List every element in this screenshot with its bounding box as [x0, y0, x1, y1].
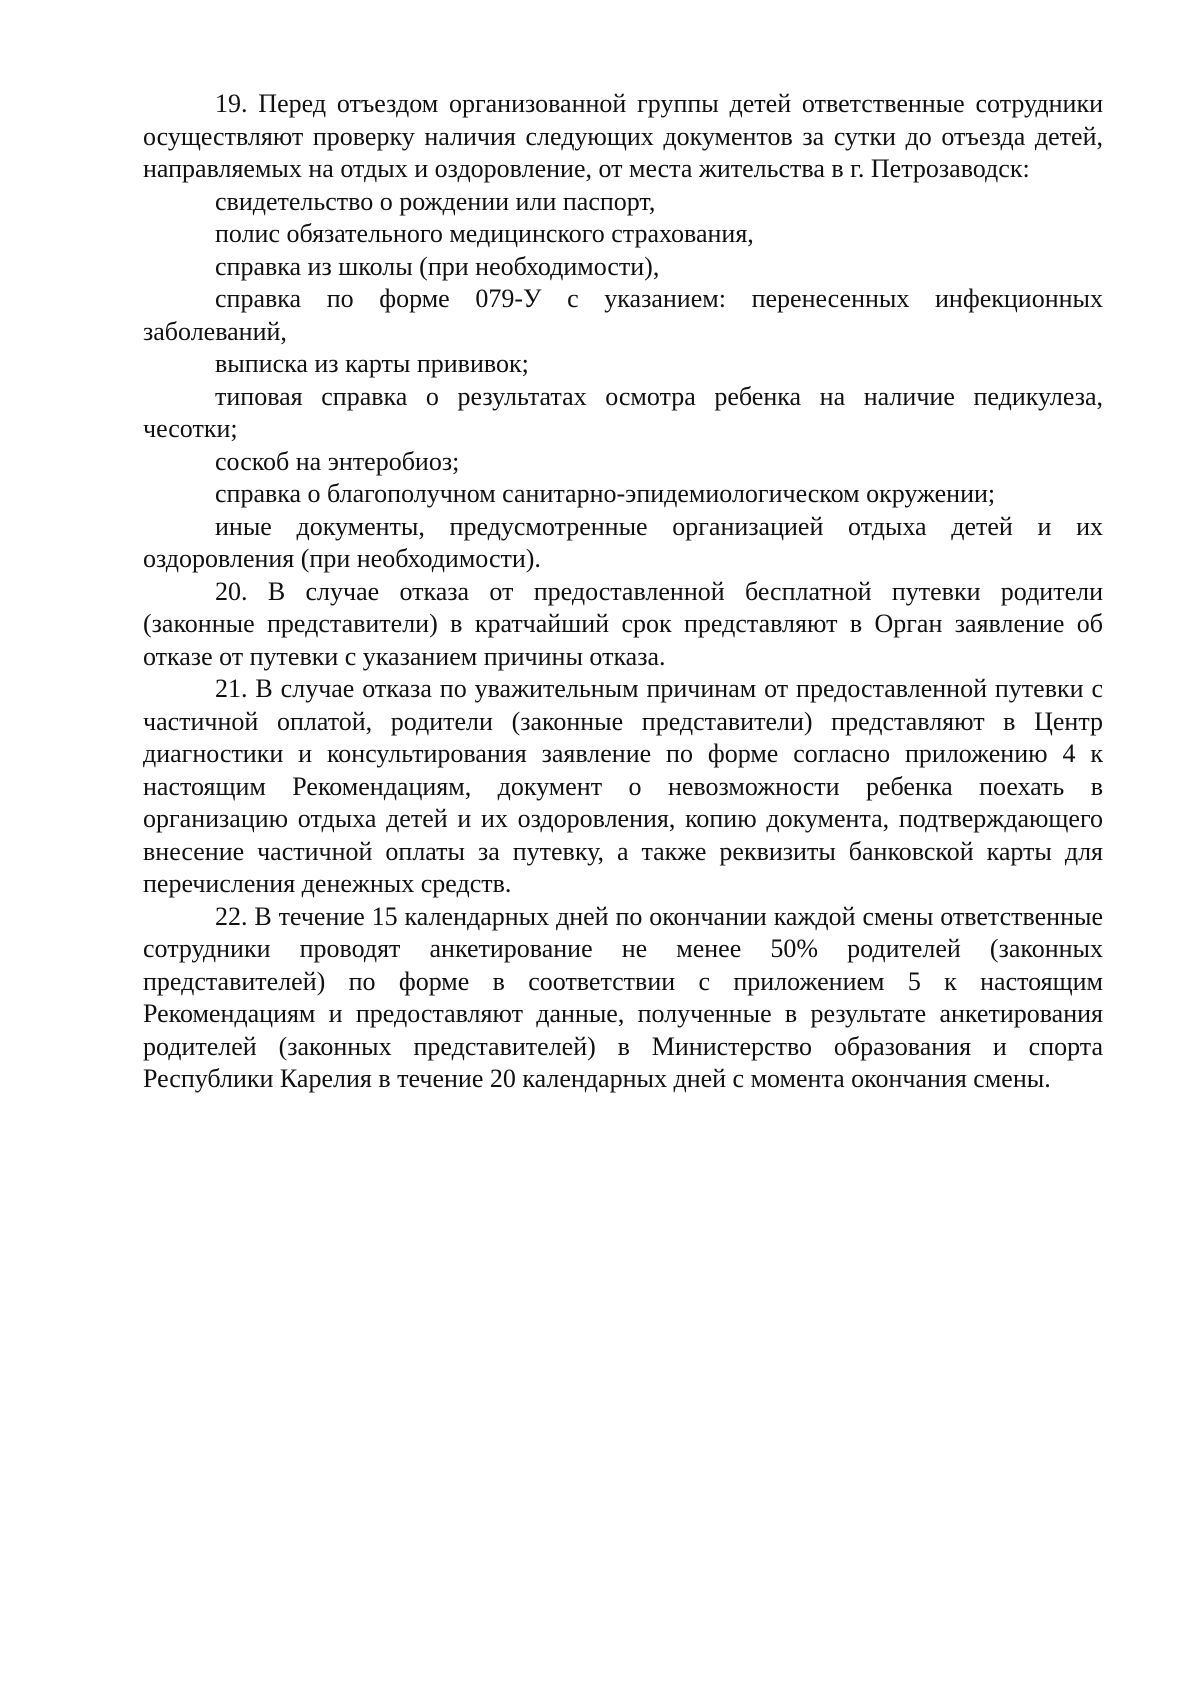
list-item-school-certificate: справка из школы (при необходимости),: [215, 251, 660, 281]
list-item-enterobiosis-scraping: соскоб на энтеробиоз;: [215, 446, 460, 476]
list-item-insurance-policy: полис обязательного медицинского страхования,: [215, 219, 754, 248]
list-item-form-079: справка по форме 079-У с указанием: перенесенных инфекционных заболеваний,: [143, 284, 1103, 346]
list-item-epidemiological-certificate: справка о благополучном санитарно-эпидемиологическом окружении;: [215, 479, 996, 508]
list-item-other-documents: иные документы, предусмотренные организацией отдыха детей и их оздоровления (при необходимости).: [143, 511, 1103, 573]
paragraph-21: 21. В случае отказа по уважительным причинам от предоставленной путевки с частичной оплатой, родители (законные представители) представляют в Центр диагностики и консультирования заявление по форме согласно приложению 4 к настоящим Рекомендациям, документ о невозможности ребенка поехать в организацию отдыха детей и их оздоровления, копию документа, подтверждающего внесение частичной оплаты за путевку, а также реквизиты банковской карты для перечисления денежных средств.: [143, 674, 1103, 898]
document-body: [143, 88, 1103, 1096]
paragraph-22: 22. В течение 15 календарных дней по окончании каждой смены ответственные сотрудники проводят анкетирование не менее 50% родителей (законных представителей) по форме в соответствии с приложением 5 к настоящим Рекомендациям и предоставляют данные, полученные в результате анкетирования родителей (законных представителей) в Министерство образования и спорта Республики Карелия в течение 20 календарных дней с момента окончания смены.: [143, 901, 1103, 1093]
list-item-inspection-certificate: типовая справка о результатах осмотра ребенка на наличие педикулеза, чесотки;: [143, 381, 1103, 443]
list-item-vaccination-extract: выписка из карты прививок;: [215, 349, 529, 378]
paragraph-19: 19. Перед отъездом организованной группы детей ответственные сотрудники осуществляют проверку наличия следующих документов за сутки до отъезда детей, направляемых на отдых и оздоровление, от места жительства в г. Петрозаводск:: [143, 89, 1103, 183]
list-item-birth-certificate: свидетельство о рождении или паспорт,: [215, 186, 656, 216]
paragraph-20: 20. В случае отказа от предоставленной бесплатной путевки родители (законные представители) в кратчайший срок представляют в Орган заявление об отказе от путевки с указанием причины отказа.: [143, 576, 1103, 671]
